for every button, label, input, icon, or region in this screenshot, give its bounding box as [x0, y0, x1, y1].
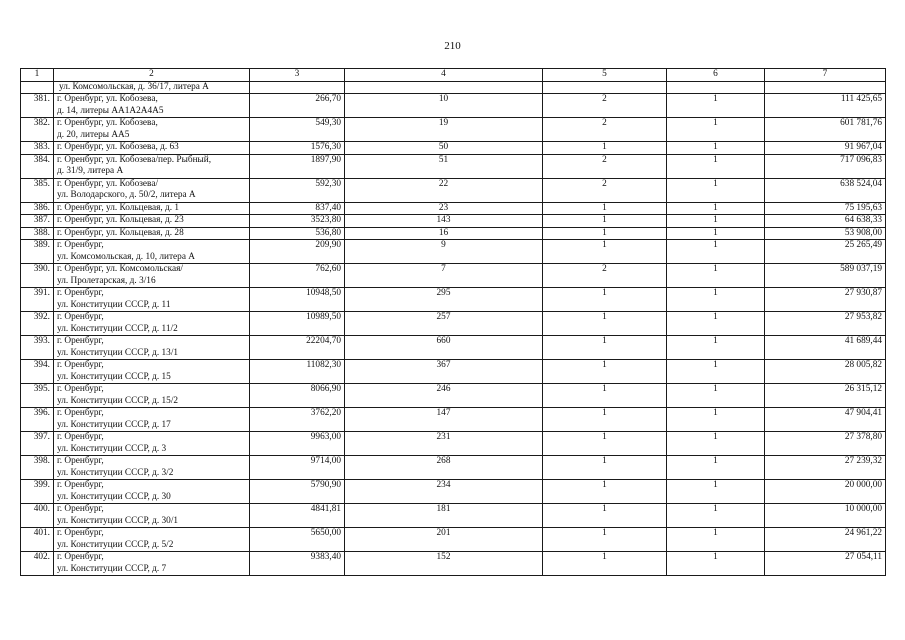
table-row	[21, 408, 886, 432]
column-5-cell: 1	[543, 202, 667, 215]
row-number-cell: 396.	[21, 408, 54, 432]
column-4-cell: 10	[345, 94, 543, 118]
area-cell: 11082,30	[250, 360, 345, 384]
area-cell: 549,30	[250, 118, 345, 142]
row-number-cell: 386.	[21, 202, 54, 215]
column-6-cell: 1	[667, 504, 765, 528]
column-6-cell: 1	[667, 456, 765, 480]
area-cell: 10989,50	[250, 312, 345, 336]
row-number-cell: 400.	[21, 504, 54, 528]
row-number-cell: 387.	[21, 215, 54, 228]
area-cell: 22204,70	[250, 336, 345, 360]
column-5-cell: 1	[543, 142, 667, 155]
address-cell: г. Оренбург, ул. Кобозева, д. 14, литеры АА1А2А4А5	[54, 94, 250, 118]
address-cell: г. Оренбург, ул. Конституции СССР, д. 7	[54, 552, 250, 576]
area-cell: 5790,90	[250, 480, 345, 504]
cost-cell: 53 908,00	[765, 227, 886, 240]
column-header: 1	[21, 69, 54, 82]
column-4-cell: 257	[345, 312, 543, 336]
continued-row	[21, 81, 886, 94]
table-row	[21, 142, 886, 155]
row-number-cell: 402.	[21, 552, 54, 576]
row-number-cell: 398.	[21, 456, 54, 480]
column-6-cell: 1	[667, 360, 765, 384]
column-4-cell: 50	[345, 142, 543, 155]
table-row	[21, 432, 886, 456]
table-row	[21, 312, 886, 336]
table-row	[21, 384, 886, 408]
column-6-cell: 1	[667, 154, 765, 178]
cost-cell: 28 005,82	[765, 360, 886, 384]
cost-cell: 75 195,63	[765, 202, 886, 215]
address-cell: г. Оренбург, ул. Конституции СССР, д. 15/2	[54, 384, 250, 408]
row-number-cell: 381.	[21, 94, 54, 118]
column-5-cell: 1	[543, 360, 667, 384]
table-row	[21, 118, 886, 142]
column-6-cell: 1	[667, 336, 765, 360]
address-cell: г. Оренбург, ул. Кольцевая, д. 1	[54, 202, 250, 215]
column-4-cell: 143	[345, 215, 543, 228]
column-4-cell: 181	[345, 504, 543, 528]
address-cell: г. Оренбург, ул. Кобозева, д. 63	[54, 142, 250, 155]
column-4-cell: 660	[345, 336, 543, 360]
column-6-cell: 1	[667, 480, 765, 504]
page-number: 210	[444, 40, 461, 52]
area-cell: 837,40	[250, 202, 345, 215]
column-6-cell: 1	[667, 227, 765, 240]
row-number-cell: 397.	[21, 432, 54, 456]
table-row	[21, 264, 886, 288]
table-row	[21, 288, 886, 312]
address-cell: г. Оренбург, ул. Конституции СССР, д. 11/2	[54, 312, 250, 336]
column-5-cell: 2	[543, 94, 667, 118]
row-number-cell: 391.	[21, 288, 54, 312]
column-5-cell: 1	[543, 504, 667, 528]
column-6-cell: 1	[667, 552, 765, 576]
address-cell: г. Оренбург, ул. Комсомольская, д. 10, литера А	[54, 240, 250, 264]
column-4-cell: 268	[345, 456, 543, 480]
area-cell: 592,30	[250, 178, 345, 202]
column-6-cell: 1	[667, 432, 765, 456]
cost-cell: 64 638,33	[765, 215, 886, 228]
area-cell: 1576,30	[250, 142, 345, 155]
address-cell: г. Оренбург, ул. Конституции СССР, д. 11	[54, 288, 250, 312]
cost-cell: 20 000,00	[765, 480, 886, 504]
area-cell: 5650,00	[250, 528, 345, 552]
column-4-cell: 367	[345, 360, 543, 384]
cost-cell: 26 315,12	[765, 384, 886, 408]
area-cell: 266,70	[250, 94, 345, 118]
address-cell: г. Оренбург, ул. Кобозева/ ул. Володарского, д. 50/2, литера А	[54, 178, 250, 202]
column-5-cell: 1	[543, 336, 667, 360]
table-row	[21, 360, 886, 384]
address-cell: г. Оренбург, ул. Конституции СССР, д. 3/2	[54, 456, 250, 480]
area-cell: 3523,80	[250, 215, 345, 228]
column-6-cell: 1	[667, 240, 765, 264]
column-5-cell: 1	[543, 384, 667, 408]
column-5-cell: 2	[543, 264, 667, 288]
column-header: 4	[345, 69, 543, 82]
row-number-cell: 399.	[21, 480, 54, 504]
cost-cell: 601 781,76	[765, 118, 886, 142]
cost-cell: 24 961,22	[765, 528, 886, 552]
column-5-cell: 2	[543, 178, 667, 202]
column-4-cell: 16	[345, 227, 543, 240]
column-header: 7	[765, 69, 886, 82]
area-cell: 536,80	[250, 227, 345, 240]
column-4-cell: 19	[345, 118, 543, 142]
column-4-cell: 231	[345, 432, 543, 456]
cost-cell: 589 037,19	[765, 264, 886, 288]
column-5-cell: 1	[543, 312, 667, 336]
table-row	[21, 552, 886, 576]
cost-cell: 91 967,04	[765, 142, 886, 155]
address-cell: г. Оренбург, ул. Конституции СССР, д. 30	[54, 480, 250, 504]
column-4-cell: 295	[345, 288, 543, 312]
cost-cell: 27 378,80	[765, 432, 886, 456]
column-number-row	[21, 69, 886, 82]
column-5-cell: 1	[543, 408, 667, 432]
table-row	[21, 504, 886, 528]
address-cell: г. Оренбург, ул. Конституции СССР, д. 15	[54, 360, 250, 384]
address-cell: ул. Комсомольская, д. 36/17, литера А	[54, 81, 250, 94]
cost-cell: 27 054,11	[765, 552, 886, 576]
table-row	[21, 456, 886, 480]
column-5-cell: 1	[543, 456, 667, 480]
row-number-cell: 390.	[21, 264, 54, 288]
address-cell: г. Оренбург, ул. Конституции СССР, д. 30/1	[54, 504, 250, 528]
column-header: 6	[667, 69, 765, 82]
cost-cell: 27 239,32	[765, 456, 886, 480]
table-row	[21, 94, 886, 118]
area-cell: 762,60	[250, 264, 345, 288]
column-4-cell: 201	[345, 528, 543, 552]
column-6-cell: 1	[667, 384, 765, 408]
column-6-cell: 1	[667, 142, 765, 155]
table-row	[21, 227, 886, 240]
area-cell: 9963,00	[250, 432, 345, 456]
address-cell: г. Оренбург, ул. Конституции СССР, д. 17	[54, 408, 250, 432]
table-row	[21, 215, 886, 228]
cost-cell: 27 930,87	[765, 288, 886, 312]
cost-cell: 25 265,49	[765, 240, 886, 264]
column-6-cell: 1	[667, 264, 765, 288]
table-row	[21, 178, 886, 202]
address-cell: г. Оренбург, ул. Кобозева, д. 20, литеры АА5	[54, 118, 250, 142]
column-4-cell: 22	[345, 178, 543, 202]
address-cell: г. Оренбург, ул. Кольцевая, д. 23	[54, 215, 250, 228]
column-5-cell: 1	[543, 480, 667, 504]
area-cell: 3762,20	[250, 408, 345, 432]
row-number-cell: 382.	[21, 118, 54, 142]
column-5-cell: 1	[543, 528, 667, 552]
table-row	[21, 528, 886, 552]
column-5-cell: 1	[543, 288, 667, 312]
area-cell: 209,90	[250, 240, 345, 264]
address-cell: г. Оренбург, ул. Комсомольская/ ул. Пролетарская, д. 3/16	[54, 264, 250, 288]
column-4-cell: 234	[345, 480, 543, 504]
column-4-cell: 7	[345, 264, 543, 288]
area-cell: 9714,00	[250, 456, 345, 480]
address-cell: г. Оренбург, ул. Кольцевая, д. 28	[54, 227, 250, 240]
column-5-cell: 1	[543, 432, 667, 456]
row-number-cell: 383.	[21, 142, 54, 155]
column-6-cell: 1	[667, 94, 765, 118]
column-6-cell: 1	[667, 528, 765, 552]
cost-cell: 41 689,44	[765, 336, 886, 360]
column-header: 5	[543, 69, 667, 82]
column-header: 3	[250, 69, 345, 82]
row-number-cell: 384.	[21, 154, 54, 178]
table-row	[21, 240, 886, 264]
column-6-cell: 1	[667, 215, 765, 228]
table-row	[21, 336, 886, 360]
cost-cell: 717 096,83	[765, 154, 886, 178]
column-5-cell: 2	[543, 118, 667, 142]
column-4-cell: 51	[345, 154, 543, 178]
row-number-cell: 395.	[21, 384, 54, 408]
area-cell: 1897,90	[250, 154, 345, 178]
column-4-cell: 147	[345, 408, 543, 432]
cost-cell: 27 953,82	[765, 312, 886, 336]
cost-cell: 10 000,00	[765, 504, 886, 528]
housing-registry-table	[20, 68, 886, 576]
table-row	[21, 154, 886, 178]
row-number-cell: 385.	[21, 178, 54, 202]
column-5-cell: 1	[543, 215, 667, 228]
row-number-cell: 401.	[21, 528, 54, 552]
area-cell: 10948,50	[250, 288, 345, 312]
column-6-cell: 1	[667, 288, 765, 312]
table-row	[21, 202, 886, 215]
row-number-cell: 388.	[21, 227, 54, 240]
column-5-cell: 1	[543, 240, 667, 264]
row-number-cell: 394.	[21, 360, 54, 384]
column-6-cell: 1	[667, 312, 765, 336]
column-5-cell: 1	[543, 552, 667, 576]
column-5-cell: 1	[543, 227, 667, 240]
address-cell: г. Оренбург, ул. Конституции СССР, д. 5/2	[54, 528, 250, 552]
column-6-cell: 1	[667, 118, 765, 142]
column-4-cell: 152	[345, 552, 543, 576]
area-cell: 9383,40	[250, 552, 345, 576]
row-number-cell: 392.	[21, 312, 54, 336]
column-4-cell: 23	[345, 202, 543, 215]
row-number-cell: 393.	[21, 336, 54, 360]
cost-cell: 47 904,41	[765, 408, 886, 432]
column-6-cell: 1	[667, 202, 765, 215]
address-cell: г. Оренбург, ул. Конституции СССР, д. 13/1	[54, 336, 250, 360]
row-number-cell: 389.	[21, 240, 54, 264]
area-cell: 8066,90	[250, 384, 345, 408]
area-cell: 4841,81	[250, 504, 345, 528]
table-row	[21, 480, 886, 504]
column-header: 2	[54, 69, 250, 82]
column-4-cell: 9	[345, 240, 543, 264]
column-4-cell: 246	[345, 384, 543, 408]
address-cell: г. Оренбург, ул. Кобозева/пер. Рыбный, д. 31/9, литера А	[54, 154, 250, 178]
column-6-cell: 1	[667, 178, 765, 202]
cost-cell: 111 425,65	[765, 94, 886, 118]
column-5-cell: 2	[543, 154, 667, 178]
address-cell: г. Оренбург, ул. Конституции СССР, д. 3	[54, 432, 250, 456]
column-6-cell: 1	[667, 408, 765, 432]
cost-cell: 638 524,04	[765, 178, 886, 202]
